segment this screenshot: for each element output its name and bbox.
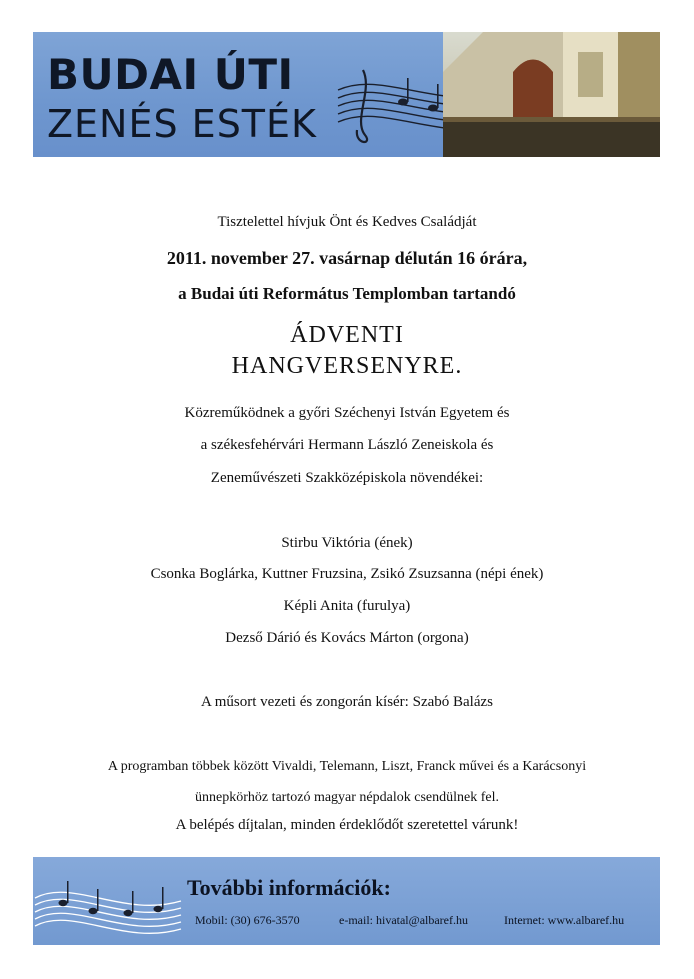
program-line: ünnepkörhöz tartozó magyar népdalok csendülnek fel. bbox=[194, 790, 499, 805]
footer-title: További információk: bbox=[187, 875, 391, 900]
performer-item: Stirbu Viktória (ének) bbox=[281, 535, 413, 551]
performer-item: Csonka Boglárka, Kuttner Fruzsina, Zsikó Zsuzsanna (népi ének) bbox=[150, 566, 544, 582]
performer-item: Dezső Dárió és Kovács Márton (orgona) bbox=[225, 630, 469, 646]
event-title-line1: ÁDVENTI bbox=[290, 322, 404, 348]
header-banner bbox=[33, 32, 660, 157]
performers-intro-line: Közreműködnek a győri Széchenyi István Egyetem és bbox=[184, 405, 510, 421]
admission-line: A belépés díjtalan, minden érdeklődőt szeretettel várunk! bbox=[175, 817, 519, 833]
banner-title-line2: ZENÉS ESTÉK bbox=[47, 102, 317, 146]
event-title-line2: HANGVERSENYRE. bbox=[231, 353, 463, 379]
invitation-line: Tisztelettel hívjuk Önt és Kedves Családját bbox=[217, 214, 477, 230]
program-line: A programban többek között Vivaldi, Telemann, Liszt, Franck művei és a Karácsonyi bbox=[107, 759, 587, 774]
church-photo bbox=[443, 32, 660, 157]
footer-banner bbox=[33, 857, 660, 945]
event-date: 2011. november 27. vasárnap délután 16 órára, bbox=[166, 248, 528, 268]
performers-intro-line: a székesfehérvári Hermann László Zeneiskola és bbox=[200, 437, 494, 453]
banner-title-line1: BUDAI ÚTI bbox=[47, 50, 294, 99]
footer-website[interactable]: Internet: www.albaref.hu bbox=[504, 913, 625, 927]
host-line: A műsort vezeti és zongorán kísér: Szabó Balázs bbox=[200, 694, 493, 710]
performer-item: Képli Anita (furulya) bbox=[283, 598, 411, 614]
footer-email[interactable]: e-mail: hivatal@albaref.hu bbox=[339, 913, 468, 927]
performers-intro-line: Zeneművészeti Szakközépiskola növendékei: bbox=[210, 470, 484, 486]
event-venue: a Budai úti Református Templomban tartandó bbox=[178, 284, 516, 303]
footer-mobile: Mobil: (30) 676-3570 bbox=[195, 913, 300, 927]
music-notes-icon bbox=[33, 863, 183, 943]
